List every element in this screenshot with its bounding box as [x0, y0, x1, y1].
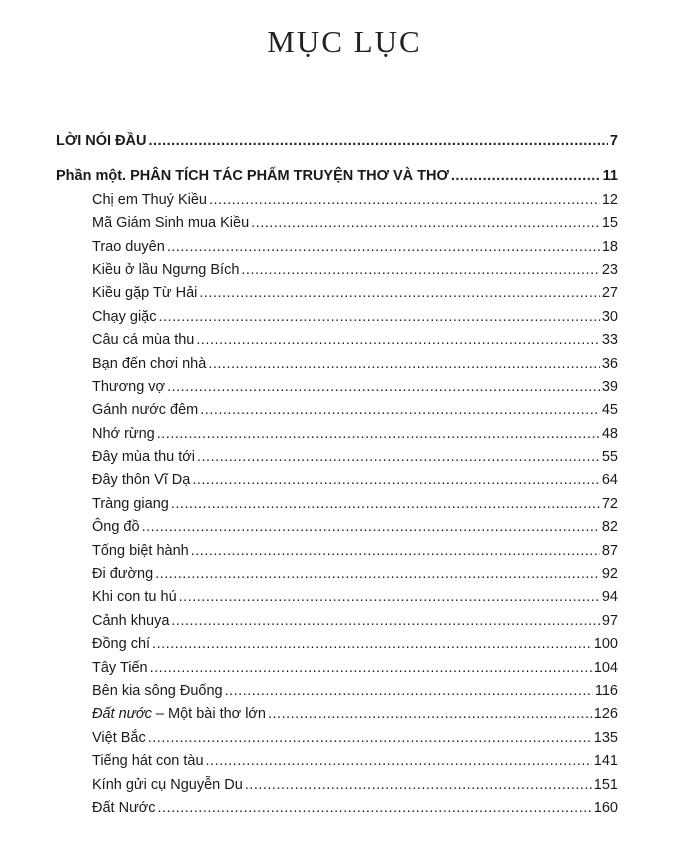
dot-leader	[148, 727, 592, 750]
toc-entry[interactable]	[56, 376, 618, 399]
dot-leader	[149, 130, 608, 153]
toc-entry-page: 97	[601, 612, 618, 629]
toc-entry[interactable]	[56, 189, 618, 212]
toc-entry[interactable]	[56, 399, 618, 422]
toc-entry-page: 135	[593, 729, 618, 746]
toc-entry[interactable]	[56, 259, 618, 282]
page-title: MỤC LỤC	[267, 24, 422, 59]
toc-entry-page: 39	[601, 378, 618, 395]
toc-entry[interactable]	[56, 797, 618, 820]
dot-leader	[268, 703, 592, 726]
toc-entry-label: Tiếng hát con tàu	[92, 753, 204, 770]
toc-entry-label: Đi đường	[92, 566, 154, 583]
toc-entry-label: Thương vợ	[92, 378, 166, 395]
toc-entry[interactable]	[56, 610, 618, 633]
toc-entry[interactable]	[56, 633, 618, 656]
toc-entry-label: Bạn đến chơi nhà	[92, 355, 207, 372]
toc-entry[interactable]	[56, 212, 618, 235]
toc-entry-label: Mã Giám Sinh mua Kiều	[92, 215, 250, 232]
toc-entry-page: 141	[593, 753, 618, 770]
toc-entry-page: 11	[602, 168, 618, 185]
toc-entry-label: Chị em Thuý Kiều	[92, 191, 207, 208]
toc-entry[interactable]	[56, 469, 618, 492]
toc-entry[interactable]	[56, 774, 618, 797]
toc-entry[interactable]	[56, 586, 618, 609]
toc-entry[interactable]	[56, 353, 618, 376]
toc-entry-page: 33	[601, 332, 618, 349]
toc-entry-label: Đây thôn Vĩ Dạ	[92, 472, 191, 489]
toc-entry-part-one[interactable]	[56, 165, 618, 188]
dot-leader	[209, 189, 600, 212]
toc-entry-label: Bên kia sông Đuống	[92, 682, 223, 699]
toc-entry[interactable]	[56, 657, 618, 680]
toc-entry-label: Đất Nước	[92, 799, 156, 816]
toc-entry-page: 64	[601, 472, 618, 489]
toc-entry[interactable]	[56, 329, 618, 352]
dot-leader	[152, 633, 592, 656]
toc-entry-page: 36	[601, 355, 618, 372]
toc-entry[interactable]	[56, 423, 618, 446]
toc-entry-page: 30	[601, 308, 618, 325]
toc-entry[interactable]	[56, 446, 618, 469]
toc-entry-label: Trao duyên	[92, 238, 165, 255]
toc-entry-label: Phần một. PHÂN TÍCH TÁC PHẨM TRUYỆN THƠ VÀ THƠ	[56, 168, 449, 185]
dot-leader	[199, 282, 600, 305]
toc-entry-page: 7	[609, 133, 618, 149]
dot-leader	[167, 236, 600, 259]
toc-entry[interactable]	[56, 236, 618, 259]
toc-entry-page: 94	[601, 589, 618, 606]
toc-entry-page: 48	[601, 425, 618, 442]
toc-entry-label-italic: Đất nước	[92, 706, 152, 723]
toc-entry-label: Tràng giang	[92, 495, 169, 512]
dot-leader	[179, 586, 600, 609]
toc-entry-page: 23	[601, 261, 618, 278]
toc-entry[interactable]	[56, 282, 618, 305]
toc-entry-label: Tây Tiến	[92, 659, 148, 676]
toc-entry[interactable]	[56, 680, 618, 703]
toc-entry-label: Tống biệt hành	[92, 542, 189, 559]
toc-entry-page: 82	[601, 519, 618, 536]
toc-entry-label: LỜI NÓI ĐẦU	[56, 133, 147, 149]
toc-entry[interactable]	[56, 306, 618, 329]
dot-leader	[196, 329, 599, 352]
toc-entry-label: Đây mùa thu tới	[92, 449, 195, 466]
toc-entry-label: Kiều gặp Từ Hải	[92, 285, 198, 302]
dot-leader	[245, 774, 592, 797]
toc-entry-label	[92, 703, 266, 726]
toc-entry[interactable]	[56, 750, 618, 773]
toc-entry[interactable]	[56, 493, 618, 516]
toc-entry-page: 87	[601, 542, 618, 559]
dot-leader	[197, 446, 600, 469]
dot-leader	[206, 750, 592, 773]
toc-entry-page: 55	[601, 449, 618, 466]
toc-entry-page: 160	[593, 799, 618, 816]
toc-sub-list	[56, 189, 618, 821]
toc-entry-page: 126	[593, 706, 618, 723]
toc-entry-page: 45	[601, 402, 618, 419]
dot-leader	[241, 259, 599, 282]
toc-entry-label: Kiều ở lầu Ngưng Bích	[92, 261, 240, 278]
dot-leader	[158, 797, 592, 820]
toc-entry-page: 104	[593, 659, 618, 676]
dot-leader	[200, 399, 600, 422]
toc-entry-label-rest: – Một bài thơ lớn	[151, 706, 266, 723]
toc-entry-label: Việt Bắc	[92, 729, 146, 746]
dot-leader	[251, 212, 600, 235]
toc-entry-label: Kính gửi cụ Nguyễn Du	[92, 776, 243, 793]
toc-entry-page: 12	[601, 191, 618, 208]
dot-leader	[225, 680, 593, 703]
toc-entry-page: 92	[601, 566, 618, 583]
dot-leader	[157, 423, 600, 446]
toc-entry-label: Câu cá mùa thu	[92, 332, 195, 349]
dot-leader	[191, 540, 600, 563]
dot-leader	[192, 469, 600, 492]
toc-entry-page: 27	[601, 285, 618, 302]
dot-leader	[167, 376, 600, 399]
dot-leader	[142, 516, 600, 539]
toc-entry-page: 100	[593, 636, 618, 653]
toc-entry-label: Cảnh khuya	[92, 612, 170, 629]
toc-entry-label: Ông đồ	[92, 519, 140, 536]
toc-entry-label: Đồng chí	[92, 636, 151, 653]
toc-entry-label: Chạy giặc	[92, 308, 157, 325]
toc-entry-page: 116	[594, 682, 618, 699]
toc-entry[interactable]	[56, 516, 618, 539]
toc-entry[interactable]	[56, 703, 618, 726]
toc-entry[interactable]	[56, 727, 618, 750]
toc-entry-page: 15	[601, 215, 618, 232]
dot-leader	[171, 610, 599, 633]
dot-leader	[451, 165, 601, 188]
toc-entry[interactable]	[56, 563, 618, 586]
table-of-contents	[56, 130, 618, 820]
toc-entry[interactable]	[56, 540, 618, 563]
toc-entry-label: Khi con tu hú	[92, 589, 177, 606]
toc-entry-label: Gánh nước đêm	[92, 402, 199, 419]
toc-entry-page: 72	[601, 495, 618, 512]
dot-leader	[158, 306, 599, 329]
dot-leader	[171, 493, 600, 516]
dot-leader	[155, 563, 600, 586]
toc-entry-label: Nhớ rừng	[92, 425, 155, 442]
toc-entry-preface[interactable]	[56, 130, 618, 153]
toc-entry-page: 18	[601, 238, 618, 255]
dot-leader	[150, 657, 592, 680]
toc-entry-page: 151	[593, 776, 618, 793]
dot-leader	[208, 353, 600, 376]
